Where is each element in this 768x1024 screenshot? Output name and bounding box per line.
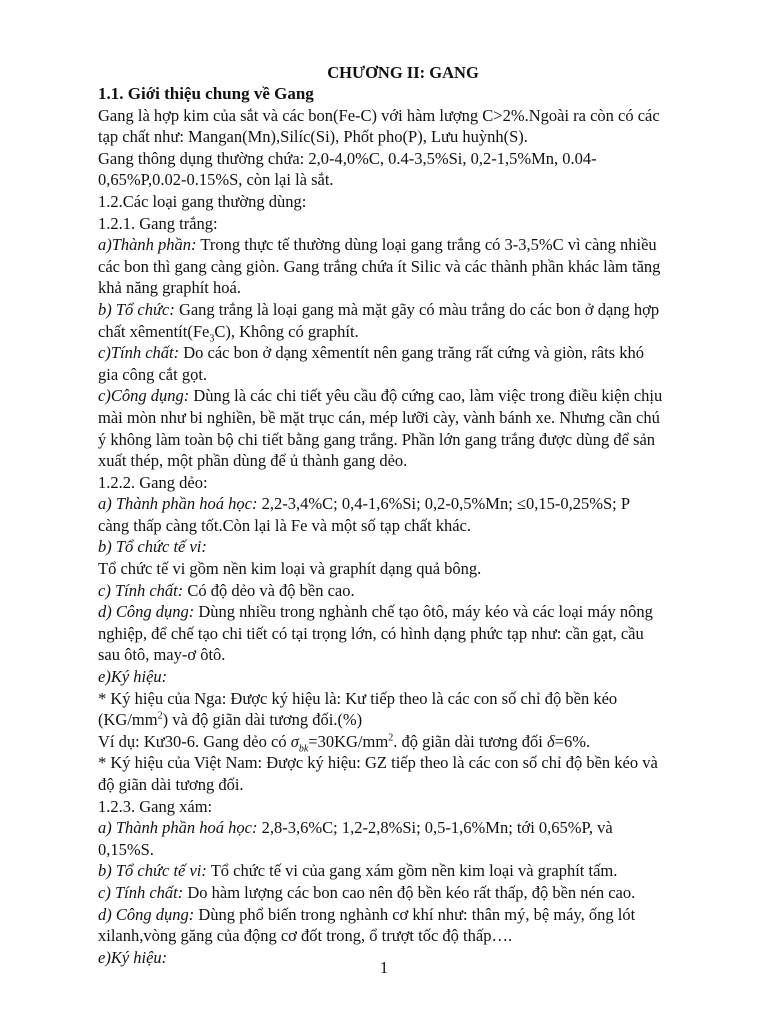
item-label: d) Công dụng: (98, 904, 195, 924)
text-run: Ví dụ: Kư30-6. Gang dẻo có (98, 731, 291, 751)
item-text: Gang trắng là loại gang mà mặt gãy có màu trắng do các bon ở dạng hợp (174, 299, 660, 319)
text-line: 1.2.Các loại gang thường dùng: (98, 191, 307, 211)
text-line: mài mòn như bi nghiền, bề mặt trục cán, mép lưỡi cày, vành bánh xe. Nhưng cần chú (98, 407, 660, 427)
text-line: độ giãn dài tương đối. (98, 775, 244, 794)
item-text: Trong thực tế thường dùng loại gang trắng có 3-3,5%C vì càng nhiều (196, 235, 657, 255)
text-line: sau ôtô, may-ơ ôtô. (98, 645, 226, 665)
text-run: =6%. (554, 731, 591, 751)
text-line: Gang là hợp kim của sắt và các bon(Fe-C) với hàm lượng C>2%.Ngoài ra còn có các (98, 105, 660, 125)
item-label: e)Ký hiệu: (98, 947, 168, 967)
item-text: Dùng là các chi tiết yêu cầu độ cứng cao, làm việc trong điều kiện chịu (189, 386, 663, 406)
text-line: xilanh,vòng găng của động cơ đốt trong, ổ trượt tốc độ thấp…. (98, 926, 513, 946)
text-line (98, 709, 708, 731)
chapter-title: CHƯƠNG II: GANG (327, 63, 479, 82)
text-line (98, 342, 708, 364)
text-run: ) và độ giãn dài tương đối.(%) (162, 710, 363, 730)
text-line: nghiệp, để chế tạo chi tiết có tại trọng lớn, có hình dạng phức tạp như: cần gạt, cầu (98, 623, 644, 643)
page-number: 1 (379, 958, 389, 977)
subscript: bk (298, 743, 309, 755)
text-line: gia công cắt gọt. (98, 364, 208, 384)
text-line (98, 860, 708, 882)
text-line: 0,15%S. (98, 839, 154, 859)
item-label: a) Thành phần hoá học: (98, 494, 258, 514)
text-line (98, 666, 708, 688)
subscript: 3 (209, 332, 215, 344)
symbol-delta: δ (546, 731, 555, 751)
text-line: tạp chất như: Mangan(Mn),Silíc(Si), Phốt pho(P), Lưu huỳnh(S). (98, 127, 528, 147)
item-label: c)Tính chất: (98, 343, 180, 363)
item-text: Có độ dẻo và độ bền cao. (183, 580, 355, 600)
item-label: b) Tổ chức tế vi: (98, 861, 207, 881)
text-line: khả năng graphít hoá. (98, 278, 241, 298)
text-run: . độ giãn dài tương đối (393, 731, 547, 751)
text-line (98, 321, 708, 343)
text-line (98, 882, 708, 904)
item-label: a)Thành phần: (98, 235, 197, 255)
text-run: chất xêmentít(Fe (98, 321, 210, 341)
document-body (98, 83, 708, 968)
symbol-sigma: σ (290, 731, 299, 751)
text-line: ý không làm toàn bộ chi tiết bằng gang trắng. Phần lớn gang trắng được dùng để sản (98, 429, 656, 449)
text-run: (KG/mm (98, 710, 158, 730)
text-line: 1.2.2. Gang dẻo: (98, 472, 208, 492)
text-line (98, 904, 708, 926)
item-label: c)Công dụng: (98, 386, 190, 406)
item-text: Dùng nhiều trong nghành chế tạo ôtô, máy kéo và các loại máy nông (194, 602, 653, 622)
text-line: các bon thì gang càng giòn. Gang trắng chứa ít Silic và các thành phần khác làm tăng (98, 256, 661, 276)
text-line (98, 299, 708, 321)
text-line: Tổ chức tế vi gồm nền kim loại và graphít dạng quả bông. (98, 559, 482, 579)
item-label: c) Tính chất: (98, 882, 184, 902)
text-run: =30KG/mm (308, 731, 389, 751)
text-run: C), Không có graphít. (214, 321, 359, 341)
text-line: * Ký hiệu của Nga: Được ký hiệu là: Kư tiếp theo là các con số chỉ độ bền kéo (98, 688, 618, 708)
item-text: Do hàm lượng các bon cao nên độ bền kéo rất thấp, độ bền nén cao. (183, 882, 636, 902)
item-label: e)Ký hiệu: (98, 667, 168, 687)
item-text: Dùng phổ biến trong nghành cơ khí như: thân mý, bệ máy, ống lót (194, 904, 636, 924)
text-line (98, 234, 708, 256)
item-text: Tổ chức tế vi của gang xám gồm nền kim loại và graphít tấm. (206, 861, 618, 881)
text-line: 0,65%P,0.02-0.15%S, còn lại là sắt. (98, 170, 334, 190)
text-line: Gang thông dụng thường chứa: 2,0-4,0%C, 0.4-3,5%Si, 0,2-1,5%Mn, 0.04- (98, 148, 597, 168)
item-label: b) Tổ chức: (98, 299, 175, 319)
item-text: Do các bon ở dạng xêmentít nên gang trăng rất cứng và giòn, râts khó (179, 343, 644, 363)
item-label: d) Công dụng: (98, 602, 195, 622)
superscript: 2 (388, 732, 394, 744)
text-line: 1.2.3. Gang xám: (98, 796, 213, 816)
text-line (98, 731, 708, 753)
text-line (98, 817, 708, 839)
text-line: 1.2.1. Gang trắng: (98, 213, 218, 233)
item-text: 2,2-3,4%C; 0,4-1,6%Si; 0,2-0,5%Mn; ≤0,15-0,25%S; P (257, 494, 631, 514)
item-label: c) Tính chất: (98, 580, 184, 600)
text-line (98, 493, 708, 515)
section-heading: 1.1. Giới thiệu chung về Gang (98, 84, 314, 103)
text-line (98, 601, 708, 623)
text-line: * Ký hiệu của Việt Nam: Được ký hiệu: GZ tiếp theo là các con số chỉ độ bền kéo và (98, 753, 658, 773)
text-line (98, 580, 708, 602)
item-text: 2,8-3,6%C; 1,2-2,8%Si; 0,5-1,6%Mn; tới 0,65%P, và (257, 818, 613, 838)
item-label: a) Thành phần hoá học: (98, 818, 258, 838)
superscript: 2 (157, 710, 163, 722)
text-line: càng thấp càng tốt.Còn lại là Fe và một số tạp chất khác. (98, 515, 471, 535)
text-line (98, 536, 708, 558)
text-line (98, 385, 708, 407)
item-label: b) Tổ chức tế vi: (98, 537, 207, 557)
text-line: xuất thép, một phần dùng để ủ thành gang dẻo. (98, 451, 408, 471)
